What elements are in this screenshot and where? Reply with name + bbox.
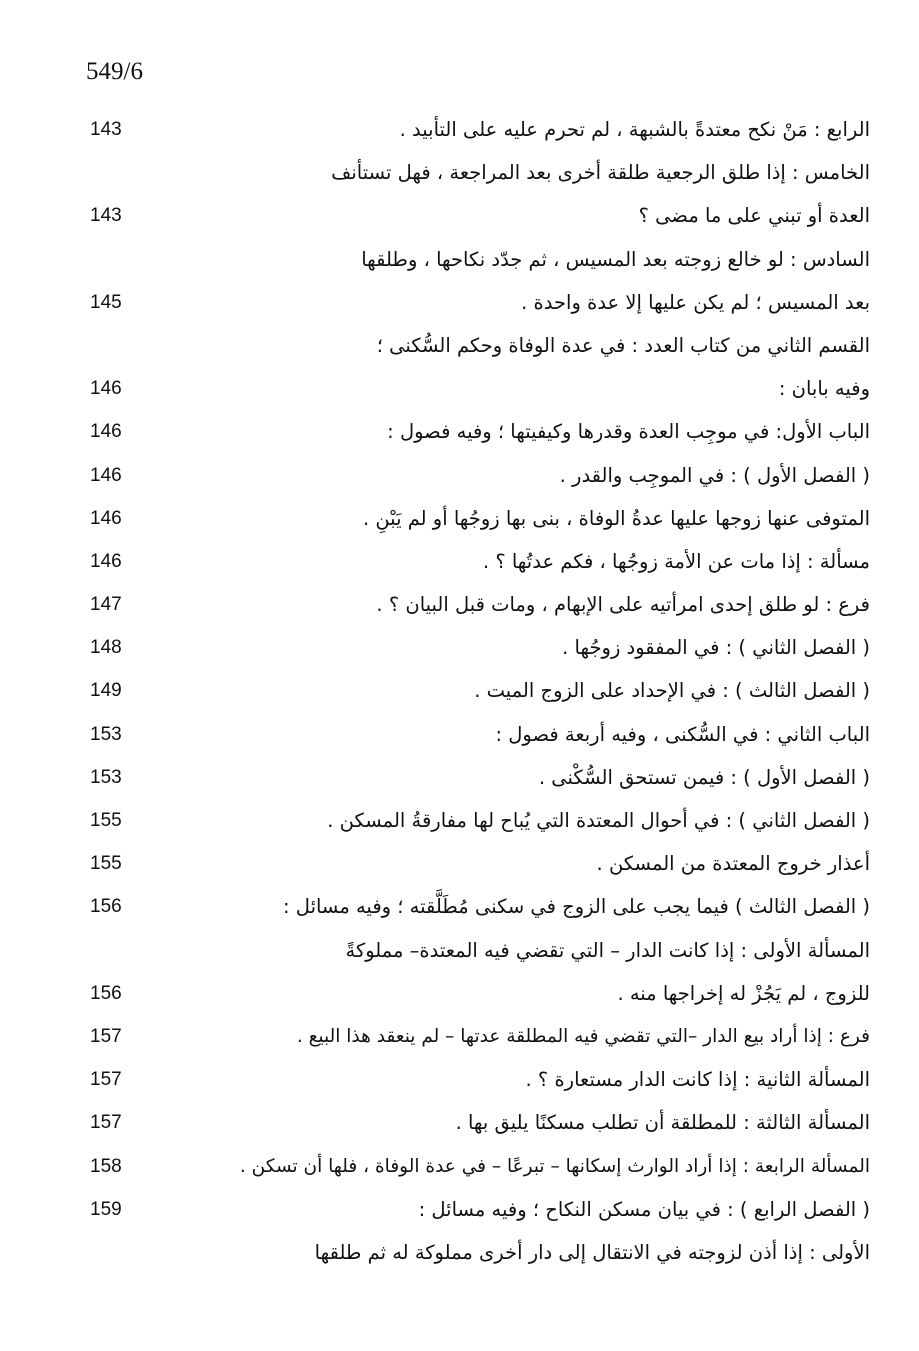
toc-entry bbox=[80, 929, 870, 972]
entry-page-number: 157 bbox=[90, 1069, 122, 1091]
toc-entry bbox=[80, 454, 870, 497]
entry-page-number: 145 bbox=[90, 291, 122, 313]
entry-text: ( الفصل الرابع ) : في بيان مسكن النكاح ؛ وفيه مسائل : bbox=[418, 1197, 870, 1221]
toc-entry bbox=[80, 151, 870, 194]
entry-page-number: 155 bbox=[90, 853, 122, 875]
entry-text: للزوج ، لم يَجُزْ له إخراجها منه . bbox=[617, 981, 870, 1005]
entry-text: العدة أو تبني على ما مضى ؟ bbox=[638, 204, 870, 228]
toc-entry bbox=[80, 194, 870, 237]
entry-text: ( الفصل الأول ) : فيمن تستحق السُّكْنى . bbox=[538, 765, 870, 789]
toc-entry bbox=[80, 1101, 870, 1144]
toc-entry bbox=[80, 108, 870, 151]
entry-text: مسألة : إذا مات عن الأمة زوجُها ، فكم عدتُها ؟ . bbox=[482, 549, 870, 573]
entry-text: بعد المسيس ؛ لم يكن عليها إلا عدة واحدة . bbox=[521, 290, 870, 314]
toc-entry bbox=[80, 324, 870, 367]
toc-entry bbox=[80, 497, 870, 540]
entry-text: ( الفصل الأول ) : في الموجِب والقدر . bbox=[559, 463, 870, 487]
entry-page-number: 148 bbox=[90, 637, 122, 659]
entry-page-number: 156 bbox=[90, 896, 122, 918]
entry-page-number: 146 bbox=[90, 378, 122, 400]
entry-page-number: 153 bbox=[90, 766, 122, 788]
toc-entry bbox=[80, 1231, 870, 1274]
entry-text: المسألة الثانية : إذا كانت الدار مستعارة ؟ . bbox=[525, 1068, 870, 1092]
toc-entry bbox=[80, 410, 870, 453]
entry-page-number: 155 bbox=[90, 810, 122, 831]
entry-text: السادس : لو خالع زوجته بعد المسيس ، ثم جدّد نكاحها ، وطلقها bbox=[361, 247, 870, 271]
toc-entry bbox=[80, 842, 870, 885]
toc-entry bbox=[80, 1188, 870, 1231]
entry-text: الباب الأول: في موجِب العدة وقدرها وكيفيتها ؛ وفيه فصول : bbox=[387, 420, 870, 444]
table-of-contents bbox=[80, 108, 870, 1274]
entry-text: فرع : إذا أراد بيع الدار –التي تقضي فيه المطلقة عدتها – لم ينعقد هذا البيع . bbox=[296, 1025, 870, 1047]
entry-text: المتوفى عنها زوجها عليها عدةُ الوفاة ، بنى بها زوجُها أو لم يَبْنِ . bbox=[362, 506, 870, 530]
toc-entry bbox=[80, 885, 870, 928]
toc-entry bbox=[80, 281, 870, 324]
entry-page-number: 146 bbox=[90, 550, 122, 572]
entry-text: ( الفصل الثاني ) : في أحوال المعتدة التي يُباح لها مفارقةُ المسكن . bbox=[327, 809, 870, 832]
toc-entry bbox=[80, 713, 870, 756]
entry-page-number: 146 bbox=[90, 507, 122, 529]
entry-text: الأولى : إذا أذن لزوجته في الانتقال إلى دار أخرى مملوكة له ثم طلقها bbox=[314, 1240, 870, 1264]
toc-entry bbox=[80, 583, 870, 626]
toc-entry bbox=[80, 540, 870, 583]
entry-text: ( الفصل الثاني ) : في المفقود زوجُها . bbox=[562, 636, 870, 660]
entry-text: ( الفصل الثالث ) : في الإحداد على الزوج الميت . bbox=[474, 679, 870, 703]
entry-page-number: 143 bbox=[90, 119, 122, 140]
entry-page-number: 146 bbox=[90, 421, 122, 443]
toc-entry bbox=[80, 1058, 870, 1101]
entry-text: أعذار خروج المعتدة من المسكن . bbox=[596, 852, 870, 876]
toc-entry bbox=[80, 1015, 870, 1058]
toc-entry bbox=[80, 626, 870, 669]
entry-text: الخامس : إذا طلق الرجعية طلقة أخرى بعد المراجعة ، فهل تستأنف bbox=[331, 161, 870, 185]
toc-entry bbox=[80, 972, 870, 1015]
entry-text: الباب الثاني : في السُّكنى ، وفيه أربعة فصول : bbox=[495, 722, 870, 746]
entry-text: المسألة الأولى : إذا كانت الدار – التي تقضي فيه المعتدة– مملوكةً bbox=[345, 938, 870, 962]
toc-entry bbox=[80, 799, 870, 842]
entry-page-number: 153 bbox=[90, 723, 122, 745]
entry-text: المسألة الرابعة : إذا أراد الوارث إسكانها – تبرعًا – في عدة الوفاة ، فلها أن تسكن . bbox=[239, 1155, 870, 1177]
entry-page-number: 157 bbox=[90, 1025, 122, 1047]
entry-page-number: 157 bbox=[90, 1112, 122, 1134]
entry-page-number: 149 bbox=[90, 680, 122, 702]
toc-entry bbox=[80, 756, 870, 799]
toc-entry bbox=[80, 367, 870, 410]
page-reference: 549/6 bbox=[86, 58, 143, 85]
entry-page-number: 158 bbox=[90, 1155, 122, 1177]
entry-page-number: 146 bbox=[90, 464, 122, 486]
entry-page-number: 159 bbox=[90, 1198, 122, 1220]
entry-page-number: 156 bbox=[90, 982, 122, 1004]
toc-entry bbox=[80, 1145, 870, 1188]
entry-page-number: 147 bbox=[90, 594, 122, 616]
entry-text: الرابع : مَنْ نكح معتدةً بالشبهة ، لم تحرم عليه على التأبيد . bbox=[399, 118, 870, 141]
entry-text: القسم الثاني من كتاب العدد : في عدة الوفاة وحكم السُّكنى ؛ bbox=[376, 333, 870, 357]
toc-entry bbox=[80, 238, 870, 281]
entry-text: ( الفصل الثالث ) فيما يجب على الزوج في سكنى مُطَلَّقته ؛ وفيه مسائل : bbox=[283, 895, 870, 919]
entry-text: فرع : لو طلق إحدى امرأتيه على الإبهام ، ومات قبل البيان ؟ . bbox=[376, 593, 870, 617]
entry-text: وفيه بابان : bbox=[778, 377, 870, 401]
entry-page-number: 143 bbox=[90, 205, 122, 227]
toc-entry bbox=[80, 669, 870, 712]
entry-text: المسألة الثالثة : للمطلقة أن تطلب مسكنًا يليق بها . bbox=[455, 1111, 870, 1135]
